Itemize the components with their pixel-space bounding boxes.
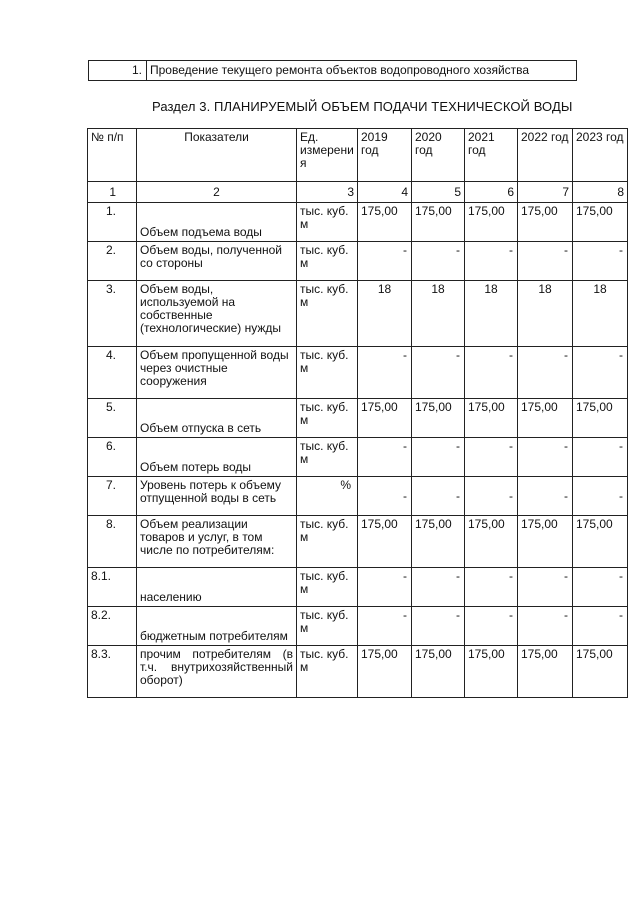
- col-number: 7: [518, 182, 573, 203]
- table-row: [88, 516, 628, 568]
- row-value-2019: -: [358, 568, 412, 607]
- row-number: 8.3.: [88, 646, 137, 698]
- table-row: [88, 281, 628, 347]
- table-row: [88, 203, 628, 242]
- header-2019: 2019 год: [358, 129, 412, 182]
- row-number: 8.2.: [88, 607, 137, 646]
- table-row: [88, 607, 628, 646]
- row-value-2020: -: [412, 477, 465, 516]
- row-value-2022: 175,00: [518, 399, 573, 438]
- row-value-2022: -: [518, 607, 573, 646]
- row-indicator: Объем пропущенной воды через очистные сооружения: [137, 347, 297, 399]
- work-description: Проведение текущего ремонта объектов водопроводного хозяйства: [147, 61, 577, 81]
- row-value-2022: 175,00: [518, 516, 573, 568]
- col-number: 8: [573, 182, 628, 203]
- row-value-2023: -: [573, 347, 628, 399]
- row-value-2020: 175,00: [412, 516, 465, 568]
- row-value-2019: -: [358, 607, 412, 646]
- row-value-2020: -: [412, 438, 465, 477]
- table-row: [88, 477, 628, 516]
- works-table: [88, 60, 577, 81]
- row-number: 2.: [88, 242, 137, 281]
- col-number: 3: [297, 182, 358, 203]
- col-number: 2: [137, 182, 297, 203]
- section-title: Раздел 3. ПЛАНИРУЕМЫЙ ОБЪЕМ ПОДАЧИ ТЕХНИЧЕСКОЙ ВОДЫ: [152, 99, 573, 114]
- row-value-2021: 175,00: [465, 516, 518, 568]
- row-value-2023: -: [573, 438, 628, 477]
- row-indicator: Объем воды, полученной со стороны: [137, 242, 297, 281]
- row-number: 6.: [88, 438, 137, 477]
- row-value-2021: 175,00: [465, 399, 518, 438]
- row-value-2022: -: [518, 242, 573, 281]
- row-unit: тыс. куб. м: [297, 438, 358, 477]
- header-2023: 2023 год: [573, 129, 628, 182]
- row-value-2021: -: [465, 347, 518, 399]
- row-value-2022: -: [518, 347, 573, 399]
- table-row: [88, 568, 628, 607]
- row-indicator: Объем потерь воды: [137, 438, 297, 477]
- row-indicator: прочим потребителям (в т.ч. внутрихозяйственный оборот): [137, 646, 297, 698]
- row-value-2021: -: [465, 477, 518, 516]
- row-value-2023: 175,00: [573, 516, 628, 568]
- header-2020: 2020 год: [412, 129, 465, 182]
- row-value-2019: 18: [358, 281, 412, 347]
- row-value-2019: -: [358, 438, 412, 477]
- water-supply-table: [87, 128, 628, 698]
- row-value-2023: 175,00: [573, 399, 628, 438]
- row-value-2019: 175,00: [358, 646, 412, 698]
- row-value-2020: 175,00: [412, 399, 465, 438]
- row-value-2022: -: [518, 438, 573, 477]
- row-value-2023: 175,00: [573, 203, 628, 242]
- table-row: [88, 242, 628, 281]
- col-number: 4: [358, 182, 412, 203]
- table-row: [88, 347, 628, 399]
- row-value-2023: -: [573, 607, 628, 646]
- table-row: [88, 399, 628, 438]
- row-indicator: населению: [137, 568, 297, 607]
- row-value-2020: -: [412, 242, 465, 281]
- row-number: 8.: [88, 516, 137, 568]
- row-indicator: Объем реализации товаров и услуг, в том числе по потребителям:: [137, 516, 297, 568]
- row-unit: тыс. куб. м: [297, 242, 358, 281]
- row-value-2021: 18: [465, 281, 518, 347]
- row-number: 3.: [88, 281, 137, 347]
- row-indicator: Объем воды, используемой на собственные (технологические) нужды: [137, 281, 297, 347]
- row-value-2019: -: [358, 347, 412, 399]
- row-value-2023: -: [573, 242, 628, 281]
- row-value-2023: -: [573, 477, 628, 516]
- row-unit: тыс. куб. м: [297, 399, 358, 438]
- row-unit: тыс. куб. м: [297, 203, 358, 242]
- row-value-2021: 175,00: [465, 646, 518, 698]
- row-unit: тыс. куб. м: [297, 568, 358, 607]
- row-value-2023: 18: [573, 281, 628, 347]
- header-indicators: Показатели: [137, 129, 297, 182]
- header-2021: 2021 год: [465, 129, 518, 182]
- row-value-2020: 175,00: [412, 203, 465, 242]
- row-unit: тыс. куб. м: [297, 281, 358, 347]
- row-value-2020: 18: [412, 281, 465, 347]
- row-value-2021: -: [465, 568, 518, 607]
- row-value-2019: 175,00: [358, 399, 412, 438]
- row-number: 5.: [88, 399, 137, 438]
- row-value-2020: -: [412, 568, 465, 607]
- row-unit: тыс. куб. м: [297, 607, 358, 646]
- table-row: [88, 646, 628, 698]
- row-number: 4.: [88, 347, 137, 399]
- row-value-2022: 175,00: [518, 646, 573, 698]
- row-number: 8.1.: [88, 568, 137, 607]
- row-number: 1.: [88, 203, 137, 242]
- row-value-2020: -: [412, 347, 465, 399]
- table-row: [88, 438, 628, 477]
- row-value-2022: 175,00: [518, 203, 573, 242]
- row-value-2021: -: [465, 607, 518, 646]
- col-number: 1: [88, 182, 137, 203]
- row-unit: %: [297, 477, 358, 516]
- row-indicator: Объем подъема воды: [137, 203, 297, 242]
- row-indicator: Уровень потерь к объему отпущенной воды в сеть: [137, 477, 297, 516]
- row-unit: тыс. куб. м: [297, 516, 358, 568]
- header-row: [88, 129, 628, 182]
- column-numbers-row: [88, 182, 628, 203]
- row-unit: тыс. куб. м: [297, 646, 358, 698]
- row-value-2020: -: [412, 607, 465, 646]
- row-indicator: Объем отпуска в сеть: [137, 399, 297, 438]
- row-value-2022: 18: [518, 281, 573, 347]
- col-number: 6: [465, 182, 518, 203]
- col-number: 5: [412, 182, 465, 203]
- row-number: 7.: [88, 477, 137, 516]
- row-number: 1.: [89, 61, 147, 81]
- row-value-2019: 175,00: [358, 516, 412, 568]
- row-unit: тыс. куб. м: [297, 347, 358, 399]
- row-value-2021: -: [465, 242, 518, 281]
- row-value-2022: -: [518, 477, 573, 516]
- header-unit: Ед. измерени я: [297, 129, 358, 182]
- header-2022: 2022 год: [518, 129, 573, 182]
- row-value-2021: 175,00: [465, 203, 518, 242]
- row-value-2019: 175,00: [358, 203, 412, 242]
- row-value-2022: -: [518, 568, 573, 607]
- header-num: № п/п: [88, 129, 137, 182]
- row-value-2021: -: [465, 438, 518, 477]
- row-value-2023: -: [573, 568, 628, 607]
- row-indicator: бюджетным потребителям: [137, 607, 297, 646]
- row-value-2020: 175,00: [412, 646, 465, 698]
- row-value-2023: 175,00: [573, 646, 628, 698]
- row-value-2019: -: [358, 242, 412, 281]
- row-value-2019: -: [358, 477, 412, 516]
- table-row: [89, 61, 577, 81]
